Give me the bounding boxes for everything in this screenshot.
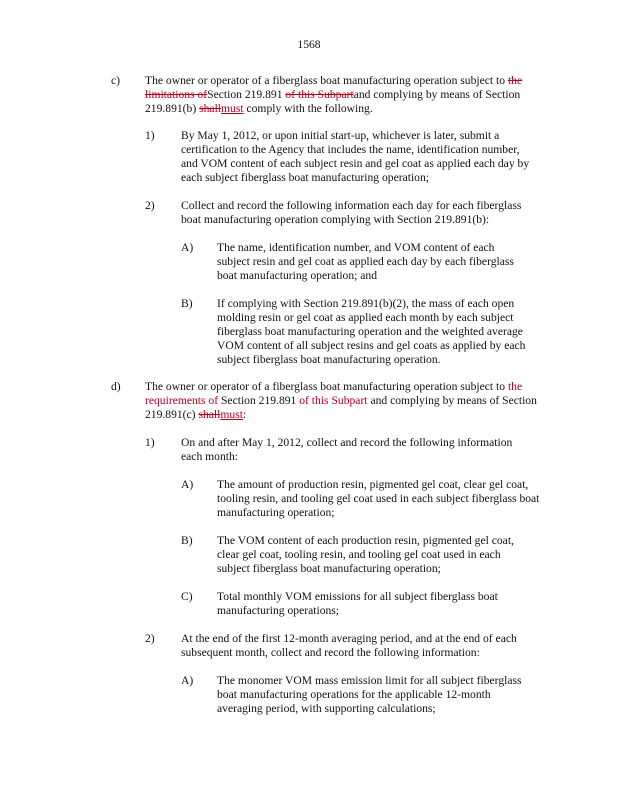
text: and complying by means of Section 219.891(b) bbox=[145, 88, 521, 115]
deleted-text: of this Subpart bbox=[285, 88, 354, 101]
paragraph-d bbox=[145, 380, 547, 422]
item-label-d1: 1) bbox=[145, 436, 155, 449]
paragraph-d1c: Total monthly VOM emissions for all subject fiberglass boat manufacturing operations; bbox=[217, 590, 498, 617]
text: : bbox=[242, 408, 247, 421]
deleted-text: shall bbox=[198, 408, 221, 421]
inserted-text: must bbox=[221, 102, 244, 115]
item-label-d1a: A) bbox=[181, 478, 194, 491]
item-label-d1c: C) bbox=[181, 590, 193, 603]
paragraph-c1: By May 1, 2012, or upon initial start-up, whichever is later, submit a certification to the Agency that includes the name, identification number, and VOM content of each subject resin and gel coat as applied each day by each subject fiberglass boat manufacturing operation; bbox=[181, 129, 530, 184]
item-label-c2b: B) bbox=[181, 297, 193, 310]
paragraph-d2a: The monomer VOM mass emission limit for all subject fiberglass boat manufacturing operations for the applicable 12-month averaging period, with supporting calculations; bbox=[217, 674, 522, 715]
inserted-text: the requirements of bbox=[145, 380, 523, 407]
item-label-d2: 2) bbox=[145, 632, 155, 645]
item-label-d2a: A) bbox=[181, 674, 194, 687]
text: The owner or operator of a fiberglass boat manufacturing operation subject to bbox=[145, 380, 506, 393]
inserted-text: must bbox=[220, 408, 243, 421]
text: Section 219.891 bbox=[220, 394, 297, 407]
paragraph-c2b: If complying with Section 219.891(b)(2), the mass of each open molding resin or gel coat as applied each month by each subject fiberglass boat manufacturing operation and the weighted average VOM content of all subject resins and gel coats as applied by each subject fiberglass boat manufacturing operation. bbox=[217, 297, 526, 366]
item-label-c2: 2) bbox=[145, 199, 155, 212]
paragraph-d1b: The VOM content of each production resin, pigmented gel coat, clear gel coat, tooling resin, and tooling gel coat used in each subject fiberglass boat manufacturing operation; bbox=[217, 534, 514, 575]
page-number: 1568 bbox=[297, 38, 321, 51]
text: Section 219.891 bbox=[207, 88, 283, 101]
text: The owner or operator of a fiberglass boat manufacturing operation subject to bbox=[145, 74, 506, 87]
inserted-text: of this Subpart bbox=[299, 394, 368, 407]
deleted-text: shall bbox=[199, 102, 222, 115]
item-label-d: d) bbox=[111, 380, 121, 393]
text: comply with the following. bbox=[246, 102, 373, 115]
paragraph-d2: At the end of the first 12-month averaging period, and at the end of each subsequent month, collect and record the following information: bbox=[181, 632, 517, 659]
paragraph-d1: On and after May 1, 2012, collect and record the following information each month: bbox=[181, 436, 513, 463]
text: and complying by means of Section 219.891(c) bbox=[145, 394, 537, 421]
paragraph-d1a: The amount of production resin, pigmented gel coat, clear gel coat, tooling resin, and tooling gel coat used in each subject fiberglass boat manufacturing operation; bbox=[217, 478, 540, 519]
paragraph-c2a: The name, identification number, and VOM content of each subject resin and gel coat as applied each day by each fiberglass boat manufacturing operation; and bbox=[217, 241, 514, 282]
item-label-c2a: A) bbox=[181, 241, 194, 254]
paragraph-c2: Collect and record the following information each day for each fiberglass boat manufacturing operation complying with Section 219.891(b): bbox=[181, 199, 522, 226]
item-label-d1b: B) bbox=[181, 534, 193, 547]
paragraph-c bbox=[145, 74, 545, 116]
item-label-c: c) bbox=[111, 74, 121, 87]
deleted-text: the limitations of bbox=[145, 74, 523, 101]
item-label-c1: 1) bbox=[145, 129, 155, 142]
